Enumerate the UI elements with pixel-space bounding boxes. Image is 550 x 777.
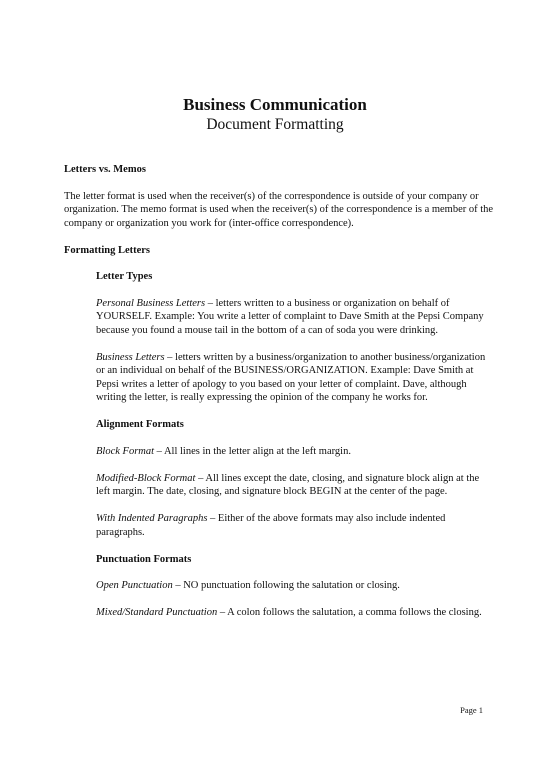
term-label: With Indented Paragraphs <box>96 513 208 524</box>
heading-letter-types: Letter Types <box>96 271 153 282</box>
term-label: Personal Business Letters <box>96 297 206 309</box>
letter-types-section <box>96 270 494 620</box>
term-label: Block Format <box>96 445 155 457</box>
definition-open-punctuation <box>96 579 494 593</box>
heading-letters-vs-memos: Letters vs. Memos <box>64 164 146 175</box>
definition-text: – letters written by a business/organization to another business/organization or an individual on behalf of the BUSINESS/ORGANIZATION. Example: Dave Smith at Pepsi writes a letter of apology to you based on your letter of complaint. Dave, although writing the letter, is really expressing the opinion of the company he works for. <box>96 351 486 403</box>
definition-text: – A colon follows the salutation, a comma follows the closing. <box>217 607 482 618</box>
definition-text: – NO punctuation following the salutation or closing. <box>172 580 400 591</box>
definition-personal-business-letters <box>96 297 494 338</box>
definition-block-format <box>96 445 494 459</box>
term-label: Business Letters <box>96 351 165 363</box>
paragraph-letters-vs-memos: The letter format is used when the receiver(s) of the correspondence is outside of your company or organization. The memo format is used when the receiver(s) of the correspondence is a member of the company or organization you work for (inter-office correspondence). <box>64 190 494 229</box>
term-label: Open Punctuation <box>96 580 173 591</box>
definition-mixed-standard-punctuation <box>96 606 494 620</box>
definition-modified-block-format <box>96 472 494 499</box>
definition-text: – Either of the above formats may also include indented paragraphs. <box>96 513 446 538</box>
document-subtitle: Document Formatting <box>206 116 344 133</box>
definition-text: – letters written to a business or organization on behalf of YOURSELF. Example: You write a letter of complaint to Dave Smith at the Pepsi Company because you found a mouse tail in the bottom of a can of soda you were drinking. <box>96 297 484 336</box>
definition-text: – All lines in the letter align at the left margin. <box>154 445 351 457</box>
page-number: Page 1 <box>460 705 483 715</box>
document-body <box>64 163 494 633</box>
heading-punctuation-formats: Punctuation Formats <box>96 553 192 565</box>
heading-alignment-formats: Alignment Formats <box>96 419 184 430</box>
heading-formatting-letters: Formatting Letters <box>64 244 151 256</box>
term-label: Mixed/Standard Punctuation <box>96 607 218 618</box>
definition-business-letters <box>96 351 494 405</box>
term-label: Modified-Block Format <box>96 472 196 484</box>
document-title: Business Communication <box>183 95 367 114</box>
title-block <box>0 95 550 134</box>
definition-text: – All lines except the date, closing, and signature block align at the left margin. The date, closing, and signature block BEGIN at the center of the page. <box>96 472 480 497</box>
definition-indented-paragraphs <box>96 512 494 539</box>
